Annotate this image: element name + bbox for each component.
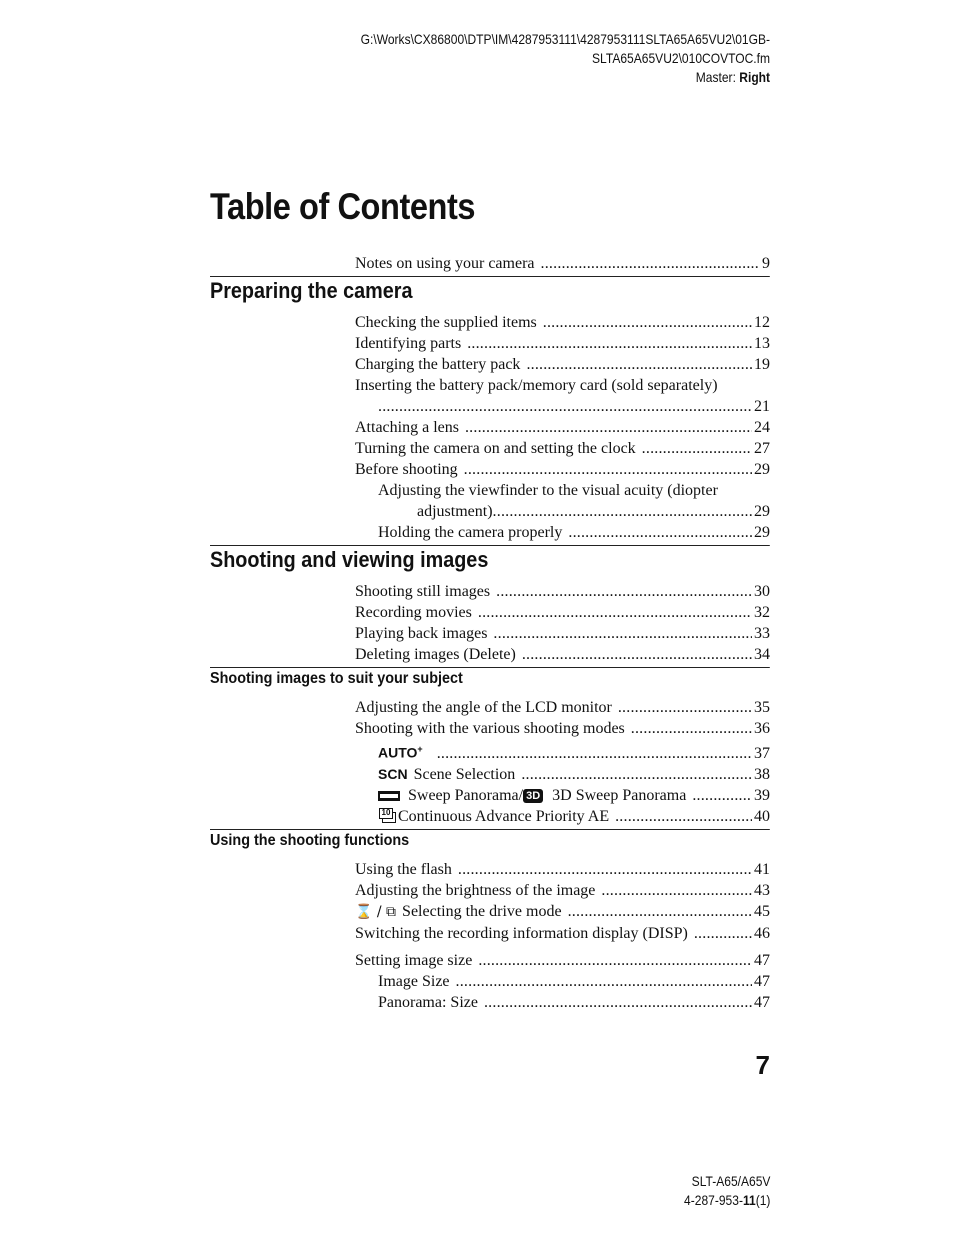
toc-subentry[interactable]: Holding the camera properly ..... 29: [378, 522, 770, 543]
toc-entry[interactable]: Deleting images (Delete) ..... 34: [355, 644, 770, 665]
toc-subentry[interactable]: 10 Continuous Advance Priority AE ..... 40: [378, 806, 770, 827]
file-path-header: [361, 30, 770, 87]
toc-subentry[interactable]: SCN Scene Selection ..... 38: [378, 764, 770, 785]
toc-subentry-line[interactable]: Adjusting the viewfinder to the visual acuity (diopter: [378, 482, 718, 499]
toc-entry[interactable]: Identifying parts ..... 13: [355, 333, 770, 354]
section-heading-functions: Using the shooting functions: [210, 829, 770, 851]
auto-plus-icon: AUTO+: [378, 744, 423, 761]
toc-entry[interactable]: Playing back images ..... 33: [355, 623, 770, 644]
toc-entry[interactable]: Adjusting the angle of the LCD monitor ..... 35: [355, 697, 770, 718]
section-heading-shooting-viewing: Shooting and viewing images: [210, 545, 770, 573]
scn-icon: SCN: [378, 765, 408, 782]
page-number: 7: [755, 1050, 770, 1080]
toc-entry[interactable]: Turning the camera on and setting the clock ..... 27: [355, 438, 770, 459]
toc-entry[interactable]: Notes on using your camera ..... 9: [355, 253, 770, 274]
master-line: Master: Right: [695, 69, 770, 85]
section-heading-subject: Shooting images to suit your subject: [210, 667, 770, 689]
toc-subentry[interactable]: Sweep Panorama/ 3D 3D Sweep Panorama ..... 39: [378, 785, 770, 806]
footer: [684, 1172, 770, 1210]
toc-subentry-continued[interactable]: adjustment) ..... 29: [417, 501, 770, 522]
3d-icon: 3D: [523, 789, 543, 803]
toc-subentry[interactable]: Panorama: Size ..... 47: [378, 992, 770, 1013]
toc-entry[interactable]: ⌛ / ⧉ Selecting the drive mode ..... 45: [355, 901, 770, 923]
document-code: 4-287-953-11(1): [683, 1192, 770, 1208]
toc-entry[interactable]: Adjusting the brightness of the image ..... 43: [355, 880, 770, 901]
toc-subentry[interactable]: AUTO+ ..... 37: [378, 739, 770, 764]
model-name: SLT-A65/A65V: [691, 1173, 770, 1189]
toc-entry[interactable]: Recording movies ..... 32: [355, 602, 770, 623]
toc-subentry[interactable]: Image Size ..... 47: [378, 971, 770, 992]
toc-entry-line[interactable]: Inserting the battery pack/memory card (sold separately): [355, 377, 718, 394]
toc-entry[interactable]: Shooting with the various shooting modes ..... 36: [355, 718, 770, 739]
master-value: Right: [739, 69, 770, 85]
continuous-advance-icon: 10: [378, 808, 398, 824]
toc-entry-continued[interactable]: ..... 21: [378, 396, 770, 417]
sweep-panorama-icon: [378, 791, 400, 801]
toc-entry[interactable]: Setting image size ..... 47: [355, 950, 770, 971]
toc-entry[interactable]: Before shooting ..... 29: [355, 459, 770, 480]
toc-entry[interactable]: Attaching a lens ..... 24: [355, 417, 770, 438]
toc-entry[interactable]: Checking the supplied items ..... 12: [355, 312, 770, 333]
path-line-2: SLTA65A65VU2\010COVTOC.fm: [591, 50, 770, 66]
toc-entry[interactable]: Shooting still images ..... 30: [355, 581, 770, 602]
self-timer-drive-icon: ⌛ / ⧉: [355, 903, 397, 920]
toc-entry[interactable]: Using the flash ..... 41: [355, 859, 770, 880]
table-of-contents: [210, 253, 770, 1013]
path-line-1: G:\Works\CX86800\DTP\IM\4287953111\4287953111SLTA65A65VU2\01GB-: [360, 31, 770, 47]
section-heading-preparing: Preparing the camera: [210, 276, 770, 304]
page-title: Table of Contents: [210, 186, 476, 227]
toc-entry[interactable]: Charging the battery pack ..... 19: [355, 354, 770, 375]
toc-entry[interactable]: Switching the recording information display (DISP) ..... 46: [355, 923, 770, 944]
